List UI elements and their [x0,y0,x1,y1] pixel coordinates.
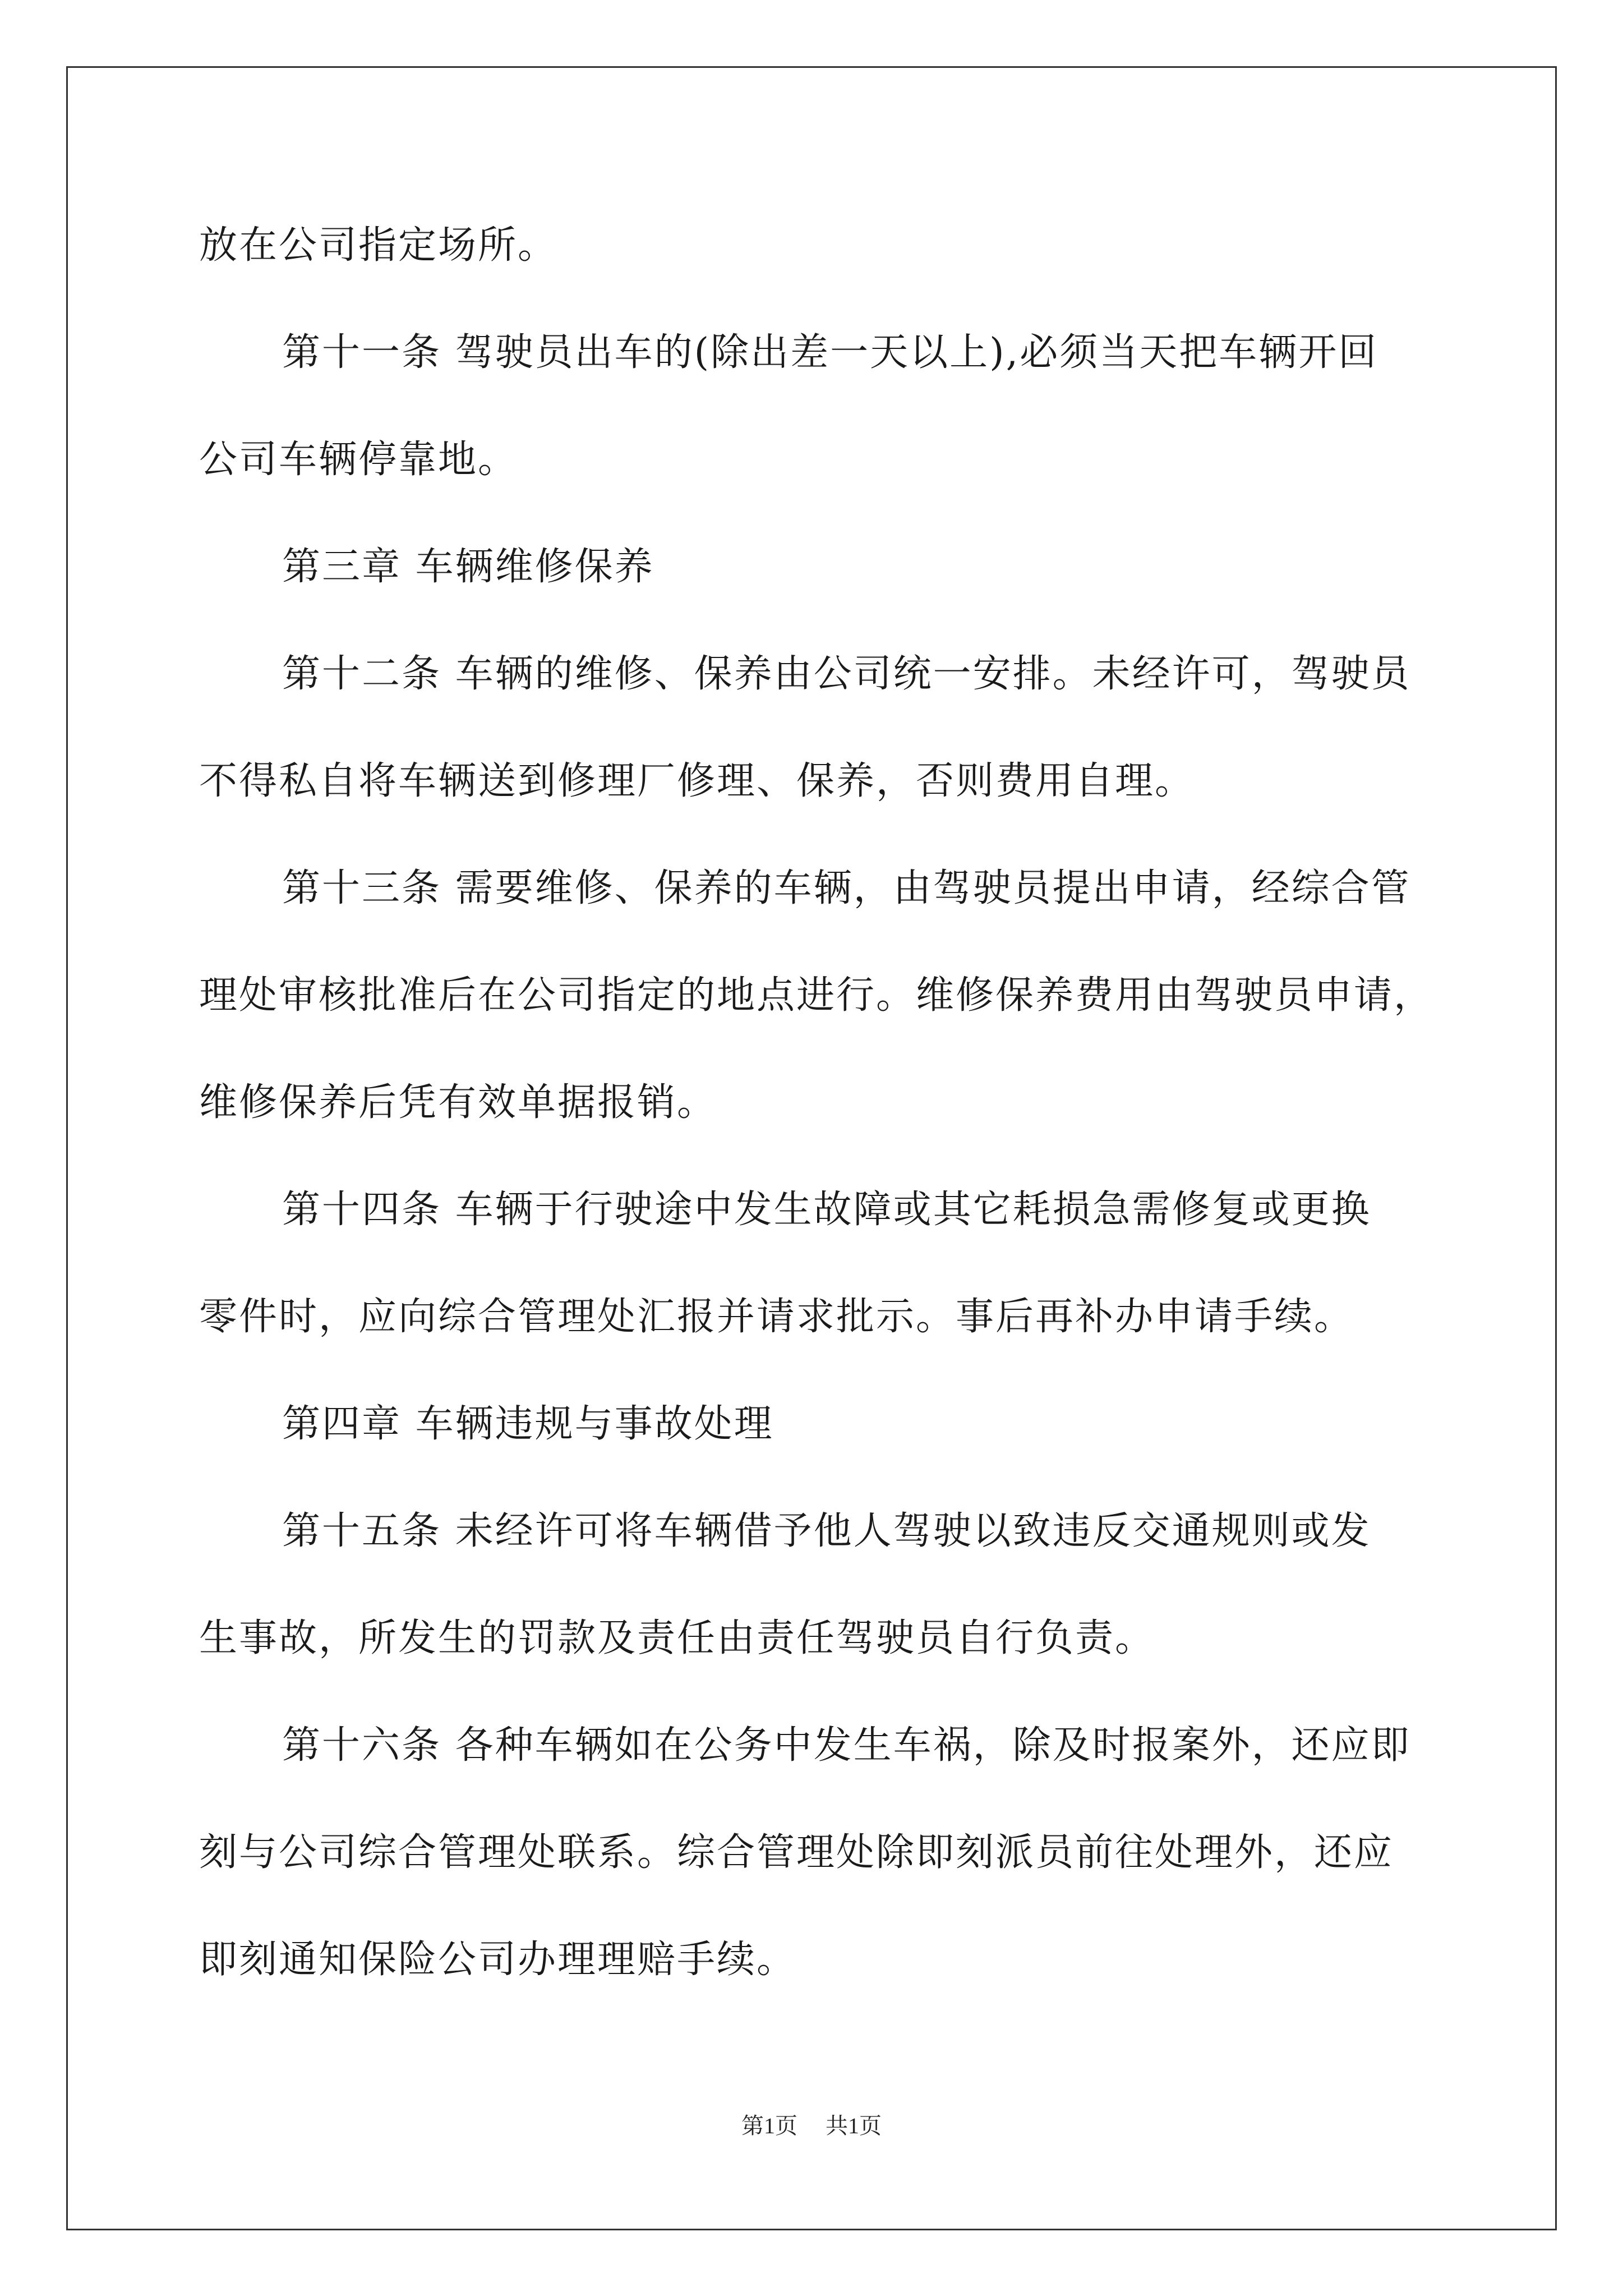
article-16-line-3: 即刻通知保险公司办理理赔手续。 [199,1938,797,1982]
chapter-4-heading: 第四章 车辆违规与事故处理 [282,1402,774,1446]
article-12-line-1: 第十二条 车辆的维修、保养由公司统一安排。未经许可，驾驶员 [282,652,1411,696]
article-12-line-2: 不得私自将车辆送到修理厂修理、保养，否则费用自理。 [199,759,1195,803]
article-16-line-2: 刻与公司综合管理处联系。综合管理处除即刻派员前往处理外，还应 [199,1830,1394,1875]
page-border [66,66,1557,2230]
article-16-line-1: 第十六条 各种车辆如在公务中发生车祸，除及时报案外，还应即 [282,1723,1411,1768]
article-14-line-2: 零件时，应向综合管理处汇报并请求批示。事后再补办申请手续。 [199,1295,1354,1339]
article-13-line-2: 理处审核批准后在公司指定的地点进行。维修保养费用由驾驶员申请， [199,973,1434,1018]
article-15-line-1: 第十五条 未经许可将车辆借予他人驾驶以致违反交通规则或发 [282,1509,1371,1553]
page-number-total: 共1页 [826,2113,882,2138]
article-11-line-2: 公司车辆停靠地。 [199,438,518,482]
article-15-line-2: 生事故，所发生的罚款及责任由责任驾驶员自行负责。 [199,1616,1155,1660]
chapter-3-heading: 第三章 车辆维修保养 [282,545,654,589]
page-footer [0,2110,1623,2142]
article-13-line-1: 第十三条 需要维修、保养的车辆，由驾驶员提出申请，经综合管 [282,866,1411,910]
article-14-line-1: 第十四条 车辆于行驶途中发生故障或其它耗损急需修复或更换 [282,1188,1371,1232]
paragraph-line: 放在公司指定场所。 [199,223,558,268]
page-number-current: 第1页 [741,2113,797,2138]
article-13-line-3: 维修保养后凭有效单据报销。 [199,1080,717,1125]
article-11-line-1: 第十一条 驾驶员出车的(除出差一天以上),必须当天把车辆开回 [282,330,1378,375]
